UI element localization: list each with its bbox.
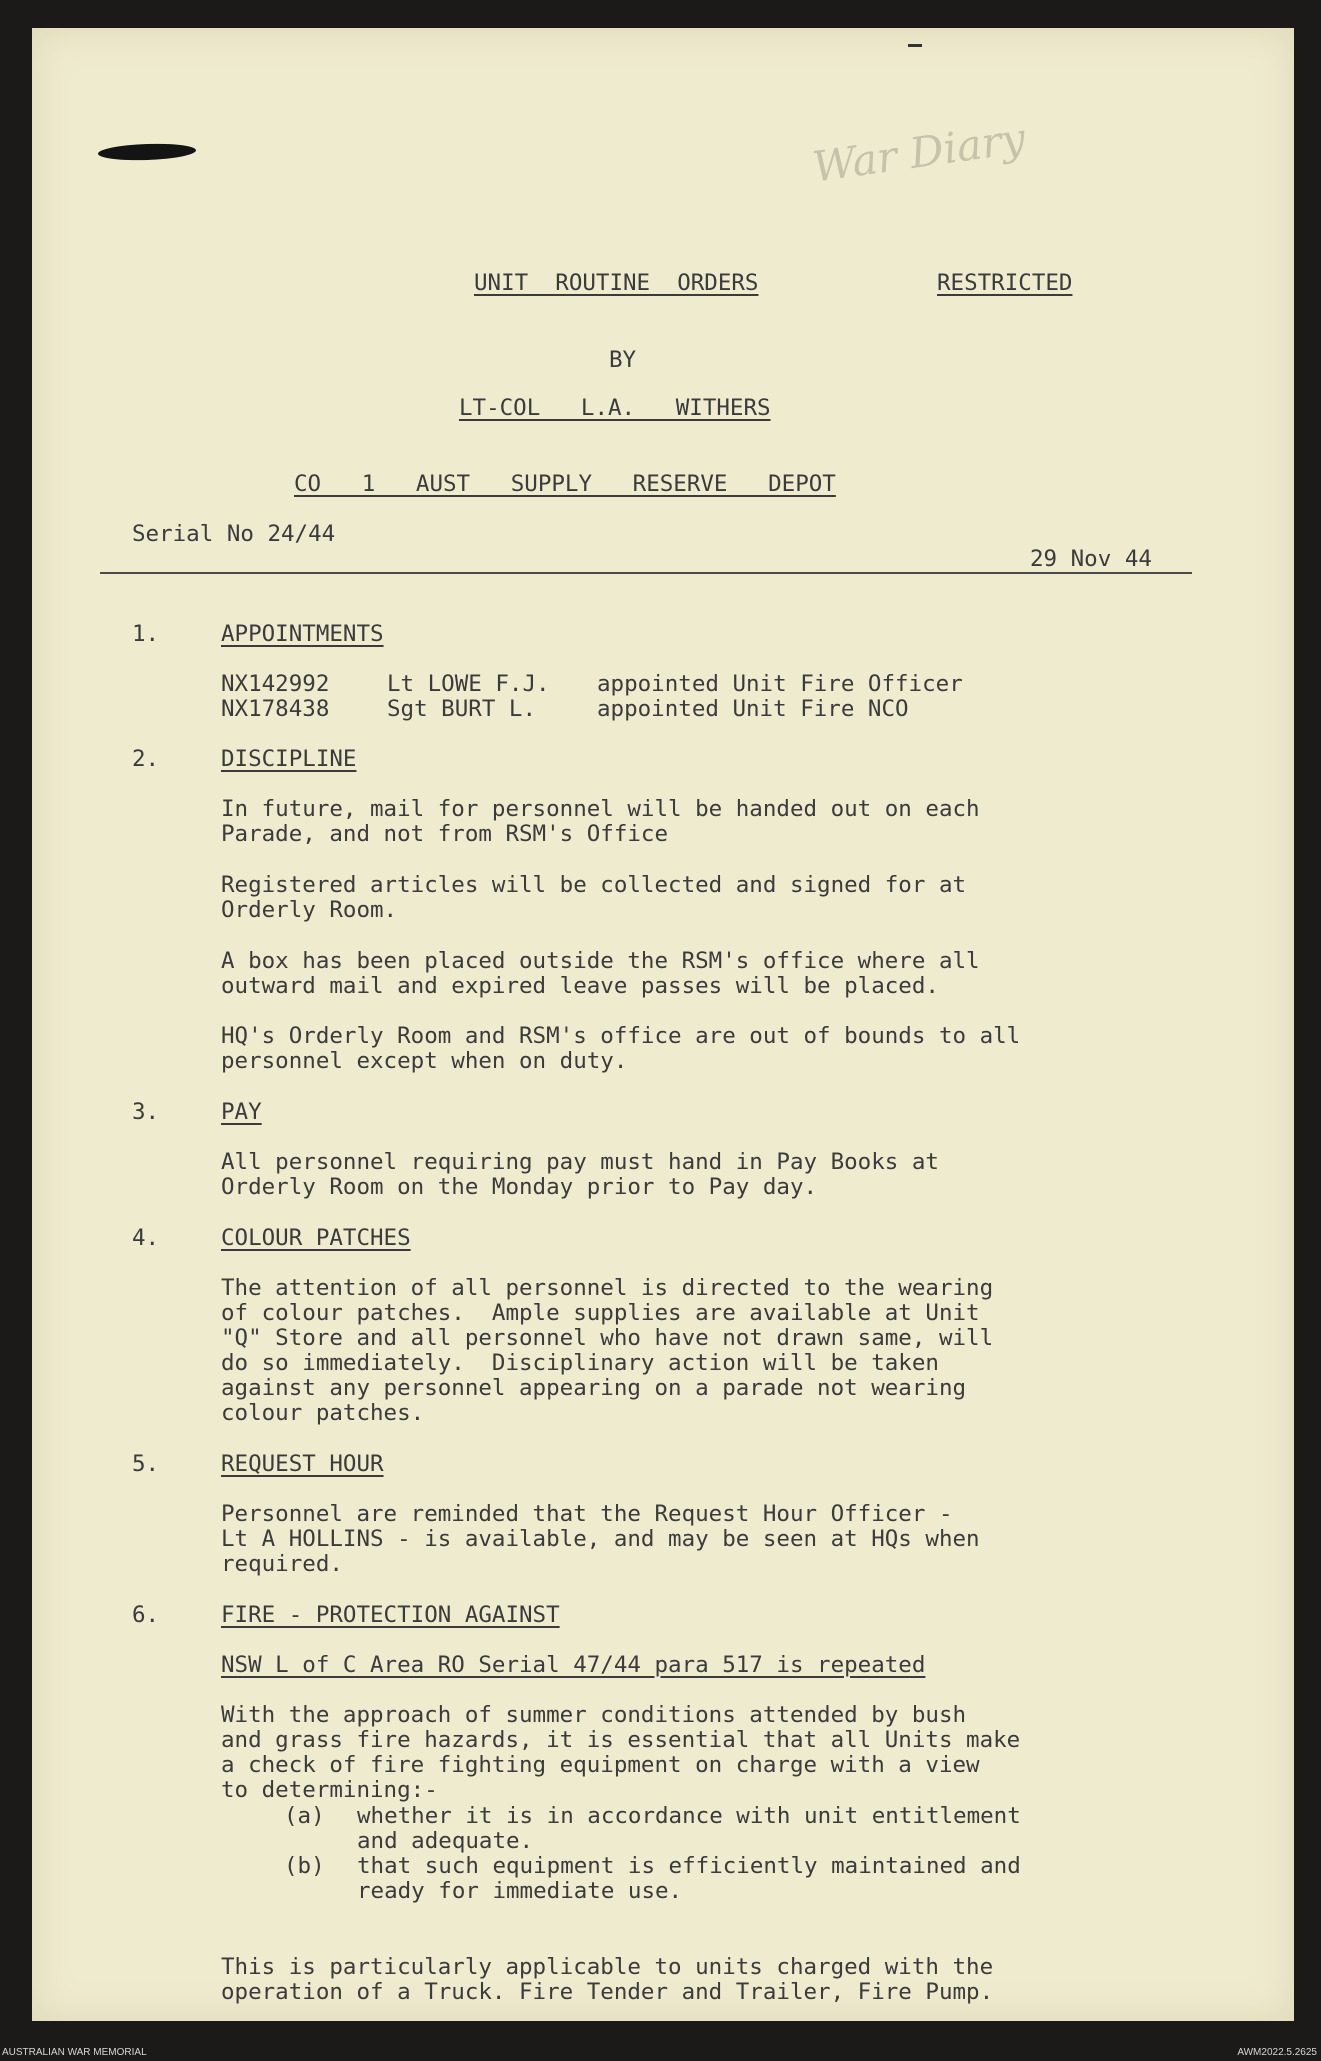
- footer-accession-number: AWM2022.5.2625: [1237, 2047, 1317, 2058]
- pencil-annotation: War Diary: [809, 113, 1029, 192]
- appointment-number: NX142992: [221, 671, 330, 697]
- paragraph: Registered articles will be collected and signed for at Orderly Room.: [221, 872, 967, 923]
- unit-name: CO 1 AUST SUPPLY RESERVE DEPOT: [294, 471, 836, 497]
- list-item-text: that such equipment is efficiently maintained and ready for immediate use.: [357, 1853, 1021, 1904]
- section-heading-pay: PAY: [221, 1099, 262, 1125]
- list-item-text: whether it is in accordance with unit entitlement and adequate.: [357, 1803, 1021, 1854]
- ink-mark: [908, 44, 922, 47]
- appointment-name: Sgt BURT L.: [387, 696, 537, 722]
- paragraph: A box has been placed outside the RSM's office where all outward mail and expired leave passes will be placed.: [221, 948, 980, 999]
- paragraph: With the approach of summer conditions attended by bush and grass fire hazards, it is essential that all Units make a check of fire fighting equipment on charge with a view to determining:-: [221, 1702, 1021, 1803]
- paragraph: Personnel are reminded that the Request Hour Officer - Lt A HOLLINS - is available, and may be seen at HQs when required.: [221, 1501, 980, 1577]
- section-heading-colour-patches: COLOUR PATCHES: [221, 1225, 411, 1251]
- serial-number: Serial No 24/44: [132, 521, 336, 547]
- list-item-label: (b): [284, 1853, 325, 1879]
- appointment-text: appointed Unit Fire NCO: [597, 696, 909, 722]
- section-number: 6.: [132, 1602, 160, 1628]
- section-number: 5.: [132, 1451, 160, 1477]
- document-title: UNIT ROUTINE ORDERS: [474, 270, 759, 296]
- section-number: 4.: [132, 1225, 160, 1251]
- section-subheading: NSW L of C Area RO Serial 47/44 para 517 is repeated: [221, 1652, 926, 1678]
- by-label: BY: [609, 347, 637, 373]
- list-item-label: (a): [284, 1803, 325, 1829]
- section-number: 2.: [132, 746, 160, 772]
- ink-blot: [98, 142, 196, 161]
- issuing-officer: LT-COL L.A. WITHERS: [459, 395, 771, 421]
- appointment-name: Lt LOWE F.J.: [387, 671, 550, 697]
- paragraph: The attention of all personnel is directed to the wearing of colour patches. Ample supplies are available at Unit "Q" Store and all personnel who have not drawn same, will do so immediately. Disciplinary action will be taken against any personnel appearing on a parade not wearing colour patches.: [221, 1275, 994, 1426]
- paragraph: All personnel requiring pay must hand in Pay Books at Orderly Room on the Monday prior to Pay day.: [221, 1149, 939, 1200]
- section-number: 3.: [132, 1099, 160, 1125]
- section-heading-request-hour: REQUEST HOUR: [221, 1451, 384, 1477]
- document-date: 29 Nov 44: [1030, 546, 1152, 572]
- classification-label: RESTRICTED: [937, 270, 1073, 296]
- appointment-text: appointed Unit Fire Officer: [597, 671, 963, 697]
- appointment-number: NX178438: [221, 696, 330, 722]
- section-heading-discipline: DISCIPLINE: [221, 746, 357, 772]
- section-number: 1.: [132, 621, 160, 647]
- section-heading-appointments: APPOINTMENTS: [221, 621, 384, 647]
- footer-credit: AUSTRALIAN WAR MEMORIAL: [2, 2047, 147, 2058]
- header-rule: [100, 572, 1192, 574]
- paragraph: HQ's Orderly Room and RSM's office are out of bounds to all personnel except when on duty.: [221, 1023, 1021, 1074]
- paragraph: In future, mail for personnel will be handed out on each Parade, and not from RSM's Office: [221, 796, 980, 847]
- section-heading-fire-protection: FIRE - PROTECTION AGAINST: [221, 1602, 560, 1628]
- paragraph: This is particularly applicable to units charged with the operation of a Truck. Fire Tender and Trailer, Fire Pump.: [221, 1954, 994, 2005]
- document-page: [32, 28, 1294, 2021]
